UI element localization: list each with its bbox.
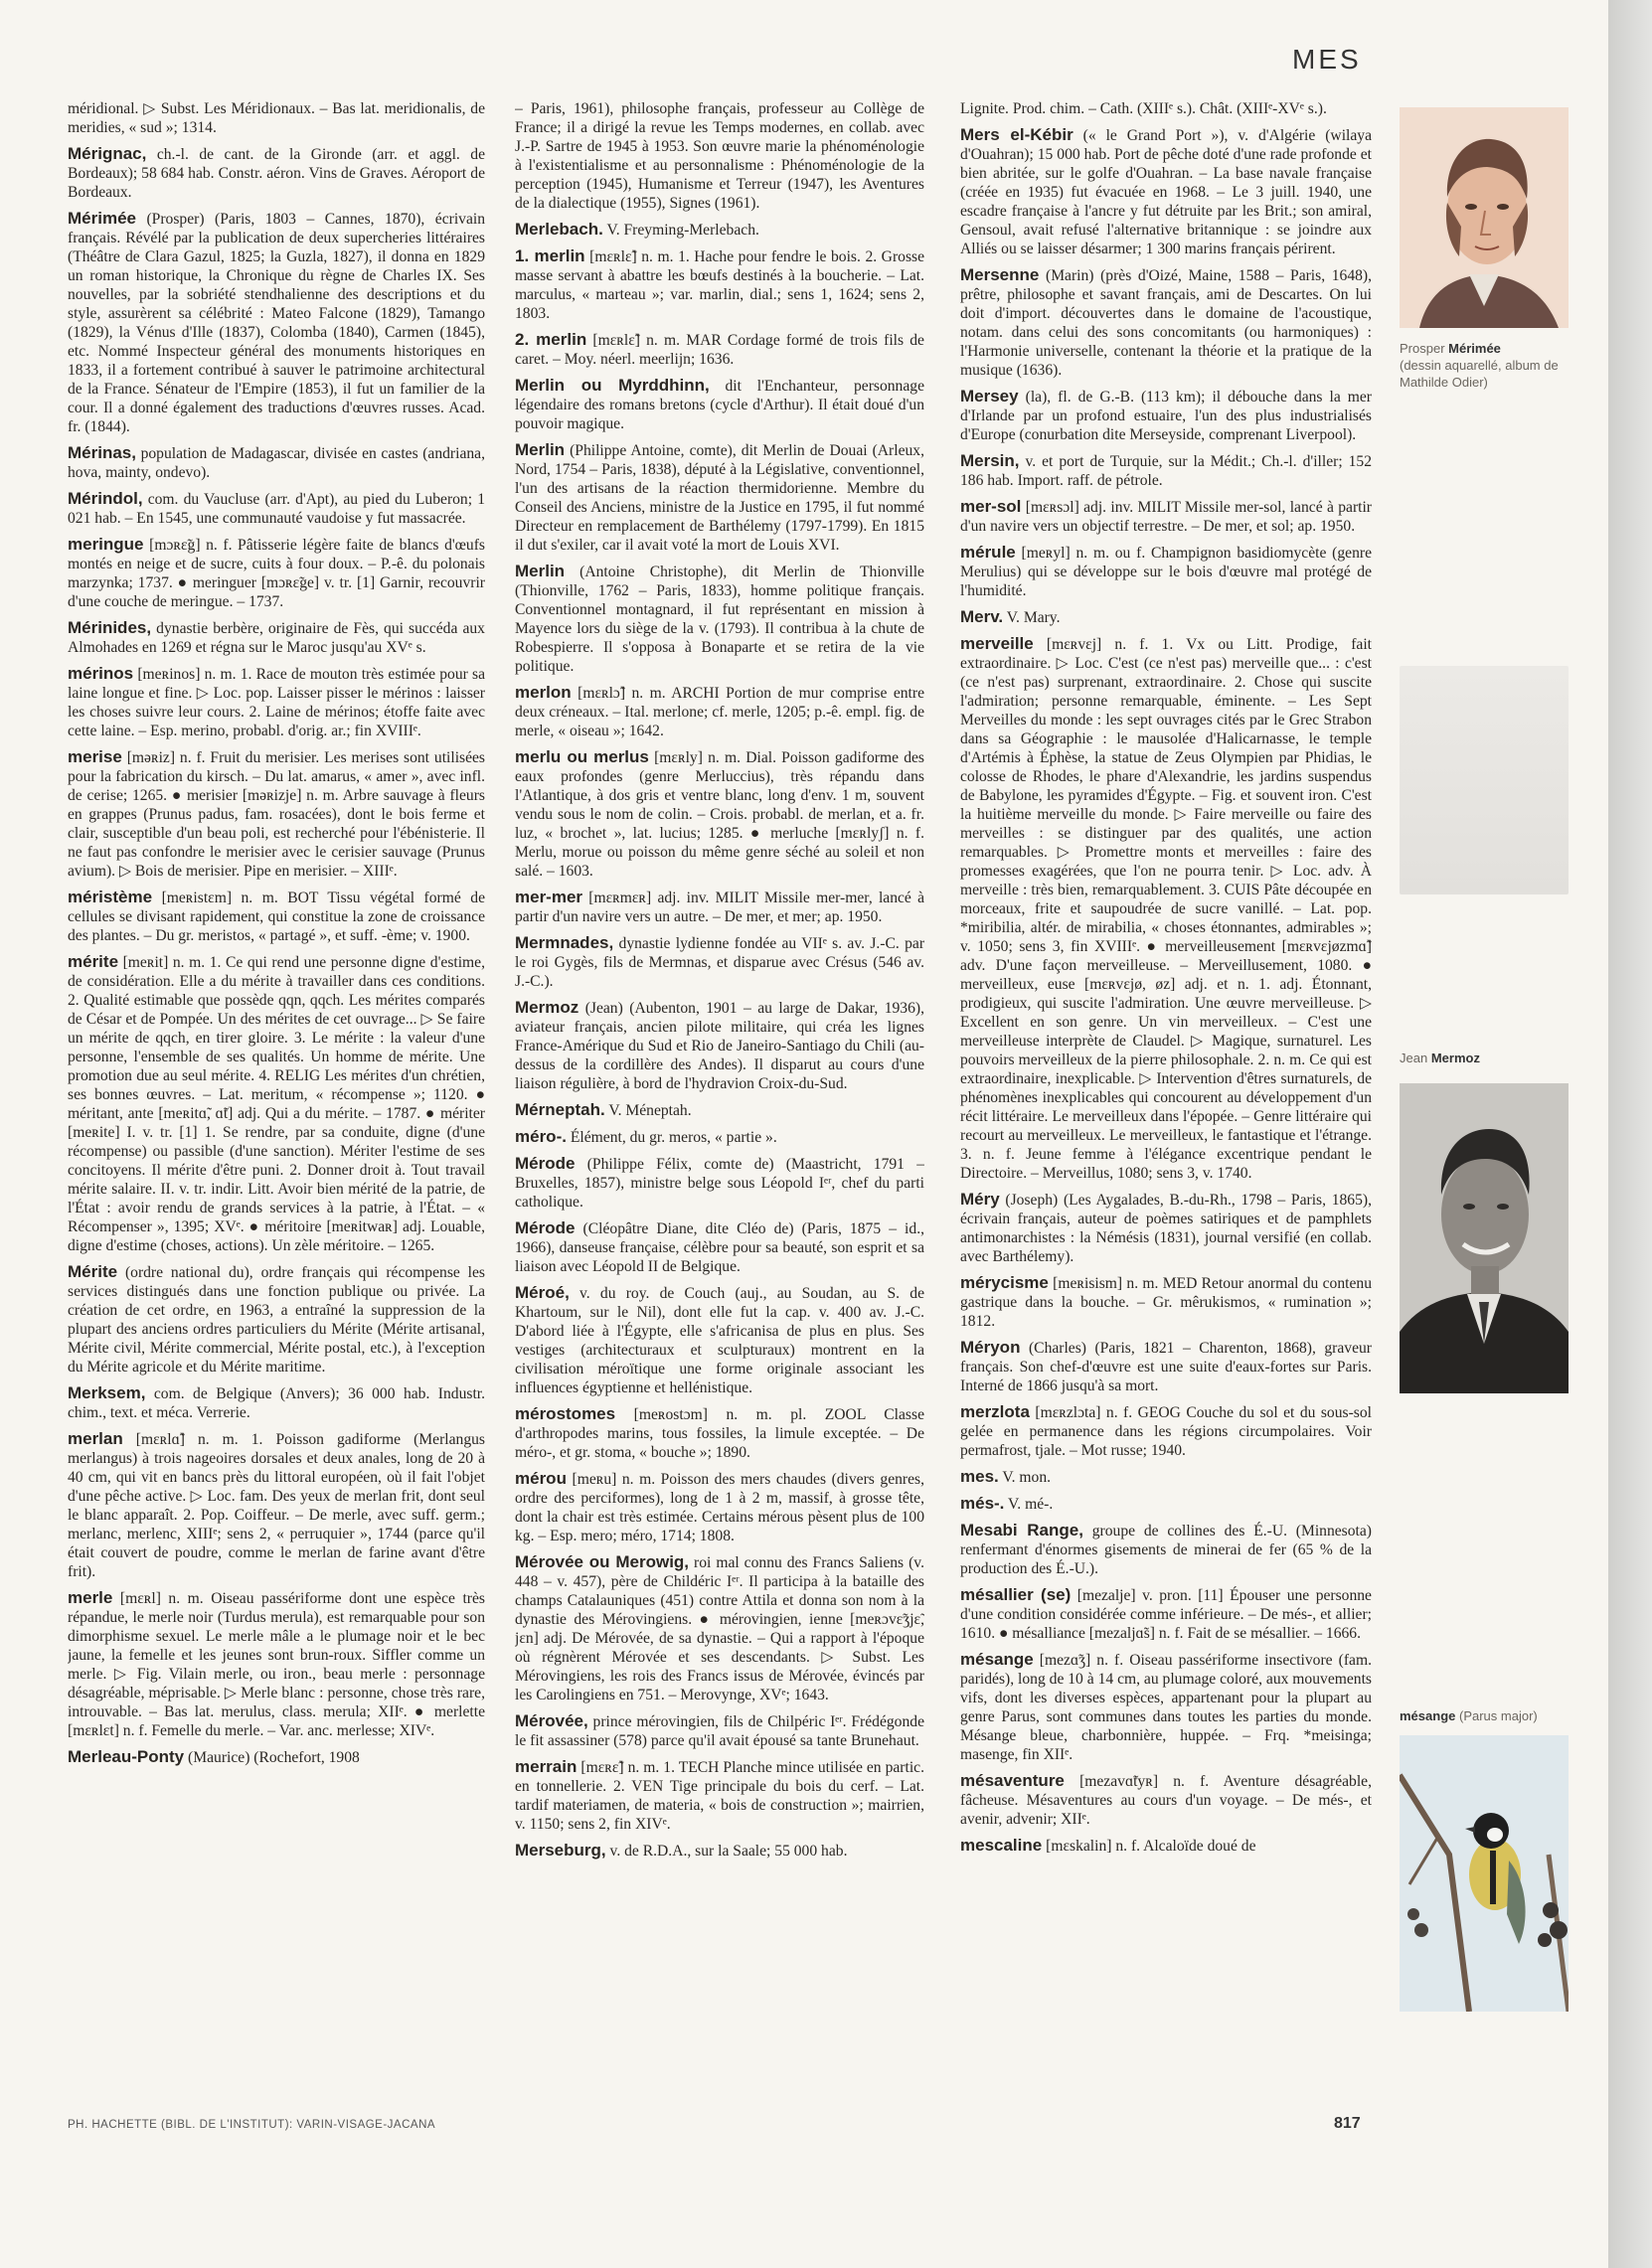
dictionary-entry [960, 497, 1372, 536]
dictionary-entry [960, 634, 1372, 1183]
entry-headword: mérite [68, 952, 119, 971]
entry-headword: Mérneptah. [515, 1100, 605, 1119]
entry-definition: [mezalje] v. pron. [11] Épouser une personne d'une condition considérée comme inférieure. – De més-, et allier; 1610. ● mésalliance [mezaljɑ̃s] n. f. Fait de se mésallier. – 1666. [960, 1587, 1372, 1642]
entry-definition: [mɔʀɛ̃g] n. f. Pâtisserie légère faite de blancs d'œufs montés en neige et de sucre, cuits à four doux. – P.-ê. du polonais marzynka; 1737. ● meringuer [mɔʀɛ̃ge] v. tr. [1] Garnir, recouvrir d'une couche de meringue. – 1737. [68, 537, 485, 610]
entry-headword: Merksem, [68, 1383, 146, 1402]
entry-definition: [mɛʀlɛ̃] n. m. MAR Cordage formé de trois fils de caret. – Moy. néerl. meerlijn; 1636. [515, 332, 924, 368]
entry-definition: [mɛʀlɑ̃] n. m. 1. Poisson gadiforme (Merlangus merlangus) à trois nageoires dorsales et deux anales, long de 20 à 40 cm, qui vit en bancs près du littoral européen, où il fait l'objet d'une pêche active. ▷ Loc. fam. Des yeux de merlan frit, dont seul le blanc apparaît. 2. Pop. Coiffeur. – De merle, avec suff. germ.; merlanc, merlenc, XIIIᵉ; sens 2, « perruquier », 1744 (parce qu'il était couvert de poudre, comme le merlan de farine avant d'être frit). [68, 1431, 485, 1580]
dictionary-entry [960, 1521, 1372, 1578]
entry-headword: Mersin, [960, 451, 1020, 470]
entry-definition: [meʀostɔm] n. m. pl. ZOOL Classe d'arthropodes marins, tous fossiles, la limule exceptée. – De méro-, et gr. stoma, « bouche »; 1890. [515, 1406, 924, 1461]
entry-headword: Merv. [960, 607, 1004, 626]
dictionary-entry [960, 125, 1372, 258]
dictionary-entry [960, 1338, 1372, 1395]
dictionary-entry [960, 1467, 1372, 1487]
entry-headword: Mérindol, [68, 489, 143, 508]
dictionary-entry [515, 562, 924, 676]
dictionary-entry [515, 1711, 924, 1750]
entry-headword: més-. [960, 1494, 1005, 1513]
entry-definition: (Maurice) (Rochefort, 1908 [188, 1749, 360, 1766]
dictionary-entry [68, 144, 485, 202]
entry-definition: (Philippe Antoine, comte), dit Merlin de Douai (Arleux, Nord, 1754 – Paris, 1838), député à la Législative, conventionnel, l'un des artisans de la réaction thermidorienne. Membre du Conseil des Anciens, ministre de la Justice en 1795, il fut nommé Directeur en remplacement de Barthélemy (1797-1799). En 1815 il dut s'exiler, car il avait voté la mort de Louis XVI. [515, 442, 924, 554]
dictionary-entry [515, 330, 924, 369]
entry-headword: mer-mer [515, 888, 583, 906]
dictionary-entry [515, 1404, 924, 1462]
dictionary-entry [68, 618, 485, 657]
dictionary-entry [960, 265, 1372, 380]
running-head: MES [1292, 44, 1362, 75]
dictionary-entry [515, 998, 924, 1093]
entry-definition: dit l'Enchanteur, personnage légendaire des romans bretons (cycle d'Arthur). Il était doué d'un pouvoir magique. [515, 378, 924, 432]
dictionary-entry [68, 1262, 485, 1377]
page-number: 817 [1334, 2115, 1361, 2132]
dictionary-entry [68, 664, 485, 740]
entry-headword: Mérovée, [515, 1711, 588, 1730]
entry-definition: [meʀu] n. m. Poisson des mers chaudes (divers genres, ordre des perciformes), long de 1 à 2 m, massif, à grosse tête, dont la chair est très estimée. Certains mérous pèsent plus de 100 kg. – Esp. mero; méro, 1714; 1808. [515, 1471, 924, 1544]
dictionary-entry [515, 888, 924, 926]
entry-definition: [mezavɑ̃tyʀ] n. f. Aventure désagréable, fâcheuse. Mésaventures au cours d'un voyage. – De més-, et avenir, advenir; XIIᵉ. [960, 1773, 1372, 1828]
entry-definition: com. du Vaucluse (arr. d'Apt), au pied du Luberon; 1 021 hab. – En 1545, une communauté vaudoise y fut massacrée. [68, 491, 485, 527]
entry-definition: V. Freyming-Merlebach. [606, 222, 759, 239]
entry-headword: 2. merlin [515, 330, 587, 349]
entry-definition: V. Mary. [1006, 609, 1061, 626]
entry-headword: mérycisme [960, 1273, 1049, 1292]
dictionary-entry [960, 1650, 1372, 1764]
entry-definition: [meʀyl] n. m. ou f. Champignon basidiomycète (genre Merulius) qui se développe sur le bois d'œuvre mal protégé de l'humidité. [960, 545, 1372, 599]
entry-headword: Merlebach. [515, 220, 603, 239]
entry-definition: roi mal connu des Francs Saliens (v. 448 – v. 457), père de Childéric Iᵉʳ. Il participa à la bataille des champs Catalauniques (451) contre Attila et donna son nom à la dynastie des Mérovingiens. ● mérovingien, ienne [meʀɔvɛ̃ʒjɛ̃, jɛn] adj. De Mérovée, de sa dynastie. – Qui a rapport à l'époque où régnèrent Mérovée et ses descendants. ▷ Subst. Les Mérovingiens, les rois des Francs issus de Mérovée, évincés par les Carolingiens en 751. – Merovynge, XVᵉ; 1643. [515, 1554, 924, 1703]
entry-headword: méristème [68, 888, 153, 906]
entry-definition: (Jean) (Aubenton, 1901 – au large de Dakar, 1936), aviateur français, ancien pilote militaire, qui créa les lignes France-Amérique du Sud et Rio de Janeiro-Santiago du Chili (au-dessus de la cordillère des Andes). Il disparut au cours d'une liaison régulière, à bord de l'hydravion Croix-du-Sud. [515, 1000, 924, 1092]
entry-definition: groupe de collines des É.-U. (Minnesota) renfermant d'énormes gisements de minerai de fer (65 % de la production des É.-U.). [960, 1523, 1372, 1577]
entry-headword: Mérovée ou Merowig, [515, 1552, 690, 1571]
entry-headword: méro-. [515, 1127, 567, 1146]
entry-headword: Mersey [960, 387, 1019, 405]
entry-definition: ch.-l. de cant. de la Gironde (arr. et aggl. de Bordeaux); 58 684 hab. Constr. aéron. Vins de Graves. Aéroport de Bordeaux. [68, 146, 485, 201]
dictionary-entry [515, 933, 924, 991]
entry-definition: (Antoine Christophe), dit Merlin de Thionville (Thionville, 1762 – Paris, 1833), homme politique français. Conventionnel montagnard, il fut représentant en mission à Mayence lors du siège de la v. (1793). Il contribua à la chute de Robespierre. Il s'opposa à Bonaparte et se retira de la vie politique. [515, 564, 924, 675]
entry-headword: 1. merlin [515, 246, 585, 265]
entry-definition: [mɛʀl] n. m. Oiseau passériforme dont une espèce très répandue, le merle noir (Turdus merula), est remarquable pour son dimorphisme sexuel. Le merle mâle a le plumage noir et le bec jaune, la femelle et les jeunes sont brun-roux. Siffler comme un merle. ▷ Fig. Vilain merle, ou iron., beau merle : personnage désagréable, méprisable. ▷ Merle blanc : personne, chose très rare, introuvable. – Bas lat. merulus, class. merula; XIIᵉ. ● merlette [mɛʀlɛt] n. f. Femelle du merle. – Var. anc. merlesse; XIVᵉ. [68, 1590, 485, 1739]
entry-definition: [meʀistɛm] n. m. BOT Tissu végétal formé de cellules se divisant rapidement, qui constitue la zone de croissance des plantes. – Du gr. meristos, « partagé », et suff. -ème; v. 1900. [68, 890, 485, 944]
entry-headword: merle [68, 1588, 113, 1607]
entry-definition: [mɛʀlɔ̃] n. m. ARCHI Portion de mur comprise entre deux créneaux. – Ital. merlone; cf. merle, 1205; p.-ê. empl. fig. de merle, « oiseau »; 1642. [515, 685, 924, 739]
entry-definition: dynastie lydienne fondée au VIIᵉ s. av. J.-C. par le roi Gygès, fils de Mermnas, et disparue avec Crésus (546 av. J.-C.). [515, 935, 924, 990]
entry-definition: Élément, du gr. meros, « partie ». [570, 1129, 777, 1146]
entry-headword: Mérode [515, 1218, 576, 1237]
dictionary-entry [68, 888, 485, 945]
dictionary-entry [515, 246, 924, 323]
dictionary-entry [960, 1771, 1372, 1829]
dictionary-entry [68, 1747, 485, 1767]
entry-definition: [mɛʀlɛ̃] n. m. 1. Hache pour fendre le bois. 2. Grosse masse servant à abattre les bœufs destinés à la boucherie. – Lat. marculus, « marteau »; var. marlin, dial.; sens 1, 1624; sens 2, 1803. [515, 248, 924, 322]
entry-headword: Mersenne [960, 265, 1040, 284]
entry-headword: merlan [68, 1429, 123, 1448]
dictionary-entry [68, 99, 485, 137]
entry-definition: [mezɑ̃ʒ] n. f. Oiseau passériforme insectivore (fam. paridés), long de 10 à 14 cm, au plumage coloré, aux mouvements vifs, dont les diverses espèces, appartenant pour la plupart au genre Parus, sont communes dans toutes les parties du monde. Mésange bleue, charbonnière, huppée. – Frq. *meisinga; masenge, fin XIIᵉ. [960, 1652, 1372, 1763]
entry-definition: [meʀit] n. m. 1. Ce qui rend une personne digne d'estime, de considération. Elle a du mérite à travailler dans ces conditions. 2. Qualité estimable que possède qqn, qqch. Les mérites comparés de César et de Pompée. Un des mérites de cet ouvrage... ▷ Se faire un mérite de qqch, en tirer gloire. 3. Le mérite : la valeur d'une personne, l'ensemble de ses qualités. Un homme de mérite. Une promotion due au seul mérite. 4. RELIG Les mérites d'un chrétien, ses bonnes œuvres. – Lat. meritum, « récompense »; 1120. ● méritant, ante [meʀitɑ̃, ɑ̃t] adj. Qui a du mérite. – 1787. ● mériter [meʀite] I. v. tr. [1] 1. Se rendre, par sa conduite, digne (d'une récompense) ou passible (d'une sanction). Mériter l'estime de ses concitoyens. Il mérite d'être puni. 2. Donner droit à. Tout travail mérite salaire. II. v. tr. indir. Litt. Avoir bien mérité de la patrie, de l'État : avoir rendu de grands services à la patrie, à l'État. – « Récompenser », 1395; XVᵉ. ● méritoire [meʀitwaʀ] adj. Louable, digne d'estime (choses, actions). Un zèle méritoire. – 1265. [68, 954, 485, 1254]
dictionary-entry [960, 451, 1372, 490]
dictionary-entry [515, 1100, 924, 1120]
dictionary-entry [68, 443, 485, 482]
entry-headword: Mérimée [68, 209, 136, 228]
entry-definition: v. du roy. de Couch (auj., au Soudan, au S. de Khartoum, sur le Nil), dont elle fut la cap. v. 400 av. J.-C. D'abord liée à l'Égypte, elle s'africanisa de plus en plus. Ses vestiges (architecturaux et sculpturaux) montrent en la civilisation méroïtique une forme originale associant les influences égyptienne et hellénistique. [515, 1285, 924, 1396]
dictionary-entry [960, 1273, 1372, 1331]
entry-definition: Lignite. Prod. chim. – Cath. (XIIIᵉ s.). Chât. (XIIIᵉ-XVᵉ s.). [960, 100, 1327, 117]
merimee-caption: Prosper Mérimée (dessin aquarellé, album de Mathilde Odier) [1400, 341, 1559, 390]
column-1 [68, 99, 485, 2087]
dictionary-entry [515, 1841, 924, 1861]
entry-headword: mérinos [68, 664, 134, 683]
entry-definition: com. de Belgique (Anvers); 36 000 hab. Industr. chim., text. et méca. Verrerie. [68, 1385, 485, 1421]
entry-headword: merzlota [960, 1402, 1030, 1421]
entry-definition: prince mérovingien, fils de Chilpéric Iᵉʳ. Frédégonde le fit assassiner (578) parce qu'il avait épousé sa tante Brunehaut. [515, 1713, 924, 1749]
entry-headword: mésallier (se) [960, 1585, 1072, 1604]
dictionary-entry [960, 1585, 1372, 1643]
entry-headword: Merlin [515, 562, 566, 580]
entry-definition: (Charles) (Paris, 1821 – Charenton, 1868), graveur français. Son chef-d'œuvre est une suite d'eaux-fortes sur Paris. Interné de 1866 jusqu'à sa mort. [960, 1340, 1372, 1394]
entry-definition: (Philippe Félix, comte de) (Maastricht, 1791 – Bruxelles, 1857), ministre belge sous Léopold Iᵉʳ, chef du parti catholique. [515, 1156, 924, 1211]
dictionary-entry [515, 376, 924, 433]
entry-headword: Mesabi Range, [960, 1521, 1083, 1539]
entry-headword: mésaventure [960, 1771, 1065, 1790]
dictionary-entry [68, 209, 485, 436]
entry-definition: (« le Grand Port »), v. d'Algérie (wilaya d'Ouahran); 15 000 hab. Port de pêche doté d'une rade profonde et bien abritée, sur le golfe d'Ouahran. – La base navale française (créée en 1935) fut évacuée en 1968. – Le 3 juill. 1940, une escadre française à l'ancre y fut détruite par les Brit.; son amiral, Gensoul, avait refusé l'alternative britannique : se joindre aux Alliés ou se laisser désarmer; 1 300 marins français périrent. [960, 127, 1372, 257]
entry-headword: Mermnades, [515, 933, 614, 952]
entry-headword: Mérignac, [68, 144, 147, 163]
entry-definition: (la), fl. de G.-B. (113 km); il débouche dans la mer d'Irlande par un profond estuaire, l'un des plus industrialisés d'Europe (conurbation dite Merseyside, comprenant Liverpool). [960, 389, 1372, 443]
entry-headword: mésange [960, 1650, 1034, 1669]
dictionary-entry [515, 683, 924, 740]
illustration-sidebar [1400, 99, 1569, 2087]
entry-headword: mérostomes [515, 1404, 616, 1423]
column-2 [515, 99, 924, 2087]
dictionary-entry [515, 1757, 924, 1834]
entry-definition: (Marin) (près d'Oizé, Maine, 1588 – Paris, 1648), prêtre, philosophe et savant français, ami de Descartes. On lui doit d'import. découvertes dans le domaine de l'acoustique, notam. dans celui des sons concomitants (ou harmoniques) : l'Harmonie universelle, contenant la théorie et la pratique de la musique (1636). [960, 267, 1372, 379]
entry-definition: [meʀinos] n. m. 1. Race de mouton très estimée pour sa laine longue et fine. ▷ Loc. pop. Laisser pisser le mérinos : laisser les choses suivre leur cours. 2. Laine de mérinos; étoffe faite avec cette laine. – Esp. merino, probabl. d'orig. ar.; fin XVIIIᵉ. [68, 666, 485, 739]
entry-definition: méridional. ▷ Subst. Les Méridionaux. – Bas lat. meridionalis, de meridies, « sud »; 1314. [68, 100, 485, 136]
entry-headword: Mérinas, [68, 443, 136, 462]
dictionary-entry [515, 1283, 924, 1397]
entry-headword: mer-sol [960, 497, 1022, 516]
dictionary-entry [515, 1218, 924, 1276]
entry-definition: [mɛʀmɛʀ] adj. inv. MILIT Missile mer-mer, lancé à partir d'un navire vers un autre. – De mer, et mer; ap. 1950. [515, 890, 924, 925]
entry-definition: V. Méneptah. [608, 1102, 692, 1119]
column-3 [960, 99, 1372, 2087]
entry-headword: Mermoz [515, 998, 579, 1017]
entry-definition: [mɛʀɛ̃] n. m. 1. TECH Planche mince utilisée en partic. en tonnellerie. 2. VEN Tige principale du bois du cerf. – Lat. tardif materiamen, de materia, « bois de construction »; mairrien, v. 1150; sens 2, fin XIVᵉ. [515, 1759, 924, 1833]
entry-headword: Merseburg, [515, 1841, 606, 1860]
dictionary-entry [960, 1836, 1372, 1856]
entry-headword: Mérode [515, 1154, 576, 1173]
entry-headword: Merlin ou Myrddhinn, [515, 376, 710, 395]
dictionary-entry [515, 1154, 924, 1212]
entry-headword: Merlin [515, 440, 566, 459]
dictionary-entry [960, 607, 1372, 627]
entry-definition: (Prosper) (Paris, 1803 – Cannes, 1870), écrivain français. Révélé par la publication de deux supercheries littéraires (Théâtre de Clara Gazul, 1825; la Guzla, 1827), il donna en 1829 un roman historique, la Chronique du règne de Charles IX. Ses nouvelles, par la sobriété stendhalienne des descriptions et du style, assurèrent sa célébrité : Mateo Falcone (1829), Tamango (1829), la Vénus d'Ille (1837), Colomba (1840), Carmen (1845), etc. Nommé Inspecteur général des monuments historiques en 1833, il a fortement contribué à sauver le patrimoine architectural de la France. Sénateur de l'Empire (1853), il fut un familier de la cour. Il a donné également des traductions d'œuvres russes. Acad. fr. (1844). [68, 211, 485, 435]
entry-definition: v. et port de Turquie, sur la Médit.; Ch.-l. d'iller; 152 186 hab. Import. raff. de pétrole. [960, 453, 1372, 489]
dictionary-entry [515, 440, 924, 555]
entry-definition: [meʀisism] n. m. MED Retour anormal du contenu gastrique dans la bouche. – Gr. mêrukismos, « rumination »; 1812. [960, 1275, 1372, 1330]
dictionary-entry [68, 489, 485, 528]
entry-definition: [məʀiz] n. f. Fruit du merisier. Les merises sont utilisées pour la fabrication du kirsch. – Du lat. amarus, « amer », avec infl. de cerise; 1265. ● merisier [məʀizje] n. m. Arbre sauvage à fleurs en grappes (Prunus padus, fam. rosacées), dont le bois ferme et clair, susceptible d'un beau poli, est recherché pour l'ébénisterie. Il ne faut pas confondre le merisier avec le cerisier sauvage (Prunus avium). ▷ Bois de merisier. Pipe en merisier. – XIIIᵉ. [68, 749, 485, 880]
entry-headword: Méryon [960, 1338, 1021, 1357]
dictionary-entry [960, 387, 1372, 444]
dictionary-entry [960, 1190, 1372, 1266]
dictionary-entry [515, 1552, 924, 1704]
merimee-portrait-image [1400, 107, 1569, 328]
dictionary-entry [68, 535, 485, 611]
entry-definition: (ordre national du), ordre français qui récompense les services distingués dans une fonction publique ou privée. La création de cet ordre, en 1963, a entraîné la suppression de la plupart des anciens ordres particuliers du Mérite (Mérite artisanal, Mérite civil, Mérite commercial, Mérite postal, etc.), à l'exception du Mérite agricole et du Mérite maritime. [68, 1264, 485, 1376]
entry-headword: Merleau-Ponty [68, 1747, 185, 1766]
entry-definition: [mɛʀly] n. m. Dial. Poisson gadiforme des eaux profondes (genre Merluccius), très répandu dans l'Atlantique, à dos gris et ventre blanc, long d'env. 1 m, souvent vendu sous le nom de colin. – Crois. probabl. de merlan, et a. fr. luz, « brochet », lat. lucius; 1285. ● merluche [mɛʀlyʃ] n. f. Merlu, morue ou poisson du même genre séché au soleil et non salé. – 1603. [515, 749, 924, 880]
dictionary-entry [515, 99, 924, 213]
entry-definition: [mɛʀsɔl] adj. inv. MILIT Missile mer-sol, lancé à partir d'un navire vers un objectif terrestre. – De mer, et sol; ap. 1950. [960, 499, 1372, 535]
dictionary-entry [960, 99, 1372, 118]
mesange-caption: mésange (Parus major) [1400, 1708, 1538, 1723]
entry-definition: population de Madagascar, divisée en castes (andriana, hova, mainty, ondevo). [68, 445, 485, 481]
entry-definition: v. de R.D.A., sur la Saale; 55 000 hab. [609, 1843, 848, 1860]
photo-credit: PH. HACHETTE (BIBL. DE L'INSTITUT): VARIN-VISAGE-JACANA [68, 2119, 436, 2131]
entry-definition: V. mé-. [1008, 1496, 1054, 1513]
entry-definition: (Joseph) (Les Aygalades, B.-du-Rh., 1798 – Paris, 1865), écrivain français, auteur de poèmes satiriques et de pamphlets antimonarchistes : la Némésis (1831), journal versifié (en collab. avec Barthélemy). [960, 1192, 1372, 1265]
dictionary-entry [960, 543, 1372, 600]
dictionary-entry [515, 1469, 924, 1545]
entry-headword: merlu ou merlus [515, 747, 649, 766]
dictionary-entry [68, 747, 485, 881]
dictionary-entry [515, 220, 924, 240]
entry-headword: meringue [68, 535, 144, 554]
entry-headword: mérou [515, 1469, 567, 1488]
entry-headword: Mers el-Kébir [960, 125, 1074, 144]
dictionary-entry [68, 1383, 485, 1422]
entry-headword: Mérinides, [68, 618, 152, 637]
dictionary-entry [68, 1429, 485, 1581]
entry-definition: (Cléopâtre Diane, dite Cléo de) (Paris, 1875 – id., 1966), danseuse française, célèbre pour sa beauté, son esprit et sa liaison avec Léopold II de Belgique. [515, 1220, 924, 1275]
entry-headword: merise [68, 747, 122, 766]
dictionary-entry [960, 1494, 1372, 1514]
mesange-bird-image [1400, 1735, 1569, 2012]
dictionary-entry [68, 1588, 485, 1740]
entry-definition: [mɛskalin] n. f. Alcaloïde doué de [1046, 1838, 1256, 1855]
entry-headword: Méry [960, 1190, 1000, 1209]
entry-headword: mescaline [960, 1836, 1043, 1855]
entry-definition: V. mon. [1002, 1469, 1052, 1486]
dictionary-entry [515, 1127, 924, 1147]
entry-definition: [mɛʀzlɔta] n. f. GEOG Couche du sol et du sous-sol gelée en permanence dans les régions circumpolaires. Voir permafrost, tjale. – Mot russe; 1940. [960, 1404, 1372, 1459]
entry-definition: dynastie berbère, originaire de Fès, qui succéda aux Almohades en 1269 et régna sur le Maroc jusqu'au XVᵉ s. [68, 620, 485, 656]
entry-headword: merlon [515, 683, 572, 702]
dictionary-entry [68, 952, 485, 1255]
faded-illustration [1400, 666, 1569, 894]
entry-headword: merveille [960, 634, 1034, 653]
page-edge-shadow [1608, 0, 1652, 2268]
entry-headword: Mérite [68, 1262, 118, 1281]
entry-headword: mérule [960, 543, 1016, 562]
dictionary-entry [960, 1402, 1372, 1460]
entry-headword: Méroé, [515, 1283, 570, 1302]
dictionary-entry [515, 747, 924, 881]
entry-headword: mes. [960, 1467, 999, 1486]
mermoz-photo-image [1400, 1083, 1569, 1393]
entry-definition: [mɛʀvɛj] n. f. 1. Vx ou Litt. Prodige, fait extraordinaire. ▷ Loc. C'est (ce n'est pas) merveille que... : c'est (ce n'est pas) surprenant, extraordinaire. 2. Chose qui suscite l'admiration; personne remarquable, éminente. – Les Sept Merveilles du monde : les sept ouvrages cités par le Grec Strabon dans sa Géographie : le mausolée d'Halicarnasse, le temple d'Artémis à Éphèse, la statue de Zeus Olympien par Phidias, le colosse de Rhodes, le phare d'Alexandrie, les jardins suspendus de Babylone, les pyramides d'Égypte. – Fig. et souvent iron. C'est la huitième merveille du monde. ▷ Faire merveille ou faire des merveilles : se distinguer par des qualités, une action remarquables. ▷ Promettre monts et merveilles : faire des promesses exagérées, que l'on ne pourra tenir. ▷ Loc. adv. À merveille : très bien, remarquablement. 3. CUIS Pâte découpée en morceaux, frite et saupoudrée de sucre vanillé. – Lat. pop. *miribilia, altér. de mirabilia, « choses étonnantes, admirables »; v. 1050; sens 3, fin XVIIIᵉ. ● merveilleusement [mɛʀvɛjøzmɑ̃] adv. D'une façon merveilleuse. – Merveillusement, 1080. ● merveilleux, euse [mɛʀvɛjø, øz] adj. et n. 1. adj. Étonnant, prodigieux, qui suscite l'admiration. Une œuvre merveilleuse. ▷ Excellent en son genre. Un vin merveilleux. – C'est une merveilleuse interprète de Claudel. ▷ Magique, surnaturel. Les pouvoirs merveilleux de la pierre philosophale. 2. n. m. Ce qui est extraordinaire, inexplicable. ▷ Intervention d'êtres surnaturels, de phénomènes inexplicables qui concourent au développement d'un récit littéraire. Le merveilleux dans l'épopée. – Genre littéraire qui recourt au merveilleux. Le merveilleux, le fantastique et l'étrange. 3. n. f. Jeune femme à l'élégance excentrique pendant le Directoire. – Merveillus, 1080; sens 3, v. 1740. [960, 636, 1372, 1182]
entry-headword: merrain [515, 1757, 578, 1776]
mermoz-caption: Jean Mermoz [1400, 1051, 1480, 1065]
entry-definition: – Paris, 1961), philosophe français, professeur au Collège de France; il a dirigé la revue les Temps modernes, en collab. avec J.-P. Sartre de 1945 à 1953. Son œuvre marie la phénoménologie à l'existentialisme et au personnalisme : Phénoménologie de la perception (1945), Humanisme et Terreur (1947), les Aventures de la dialectique (1955), Signes (1961). [515, 100, 924, 212]
